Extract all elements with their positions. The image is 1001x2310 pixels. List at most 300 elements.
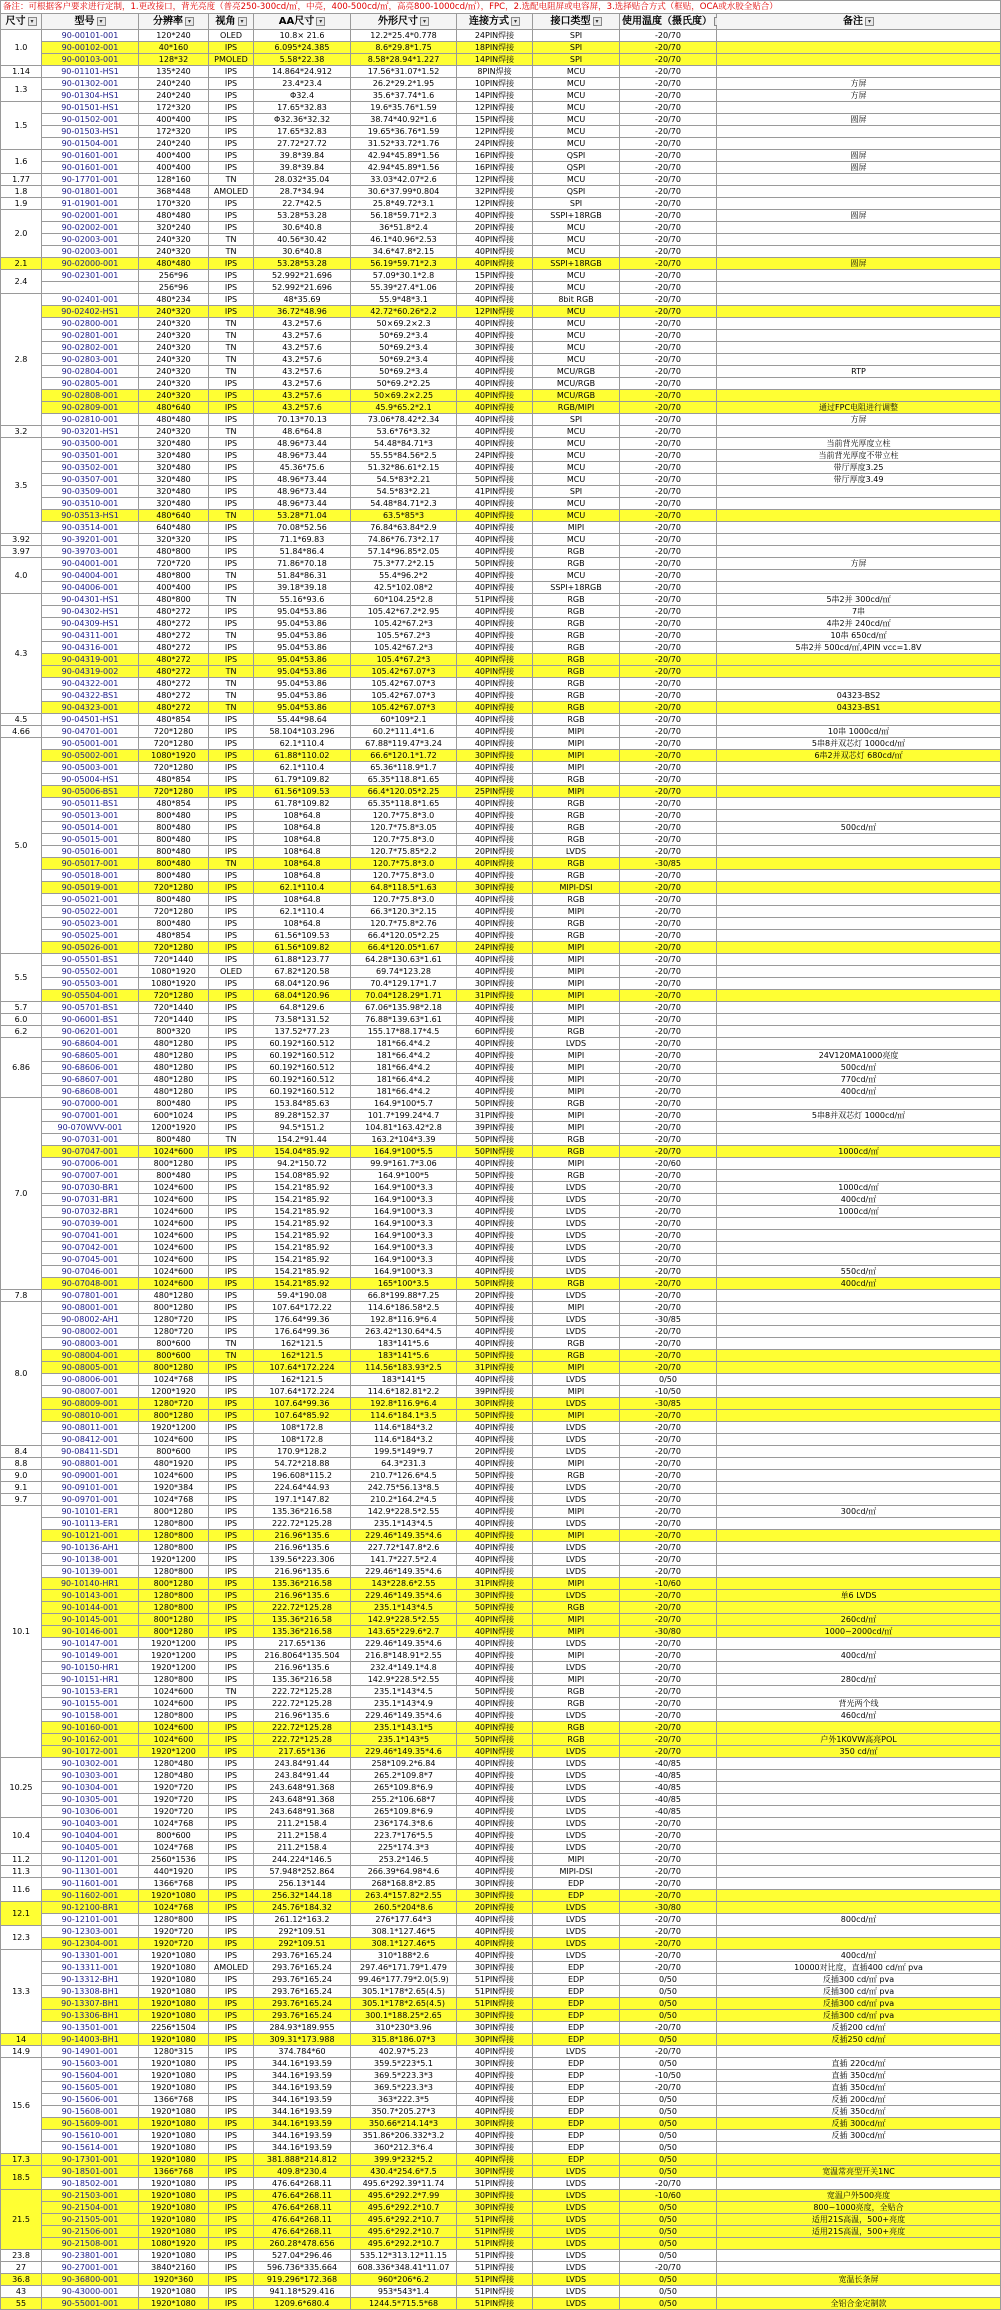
cell-temperature: -20/70 bbox=[620, 258, 717, 270]
cell-connection: 40PIN焊接 bbox=[457, 1710, 533, 1722]
table-row[interactable] bbox=[1, 1650, 1001, 1662]
table-row[interactable] bbox=[1, 2022, 1001, 2034]
filter-dropdown-icon[interactable]: ▾ bbox=[511, 17, 520, 26]
cell-resolution: 1920*1080 bbox=[139, 2118, 209, 2130]
cell-temperature: -20/70 bbox=[620, 654, 717, 666]
table-row[interactable] bbox=[1, 882, 1001, 894]
cell-interface: MCU bbox=[533, 270, 620, 282]
cell-active-area: 95.04*53.86 bbox=[254, 690, 351, 702]
table-row[interactable] bbox=[1, 738, 1001, 750]
cell-viewing-angle: IPS bbox=[209, 1434, 254, 1446]
table-row[interactable] bbox=[1, 1434, 1001, 1446]
cell-resolution: 800*1280 bbox=[139, 1578, 209, 1590]
cell-remarks bbox=[717, 546, 1001, 558]
cell-outline-size: 54.5*83*2.21 bbox=[351, 474, 457, 486]
table-row[interactable] bbox=[1, 1374, 1001, 1386]
cell-active-area: 60.192*160.512 bbox=[254, 1038, 351, 1050]
table-row[interactable] bbox=[1, 1614, 1001, 1626]
table-row[interactable] bbox=[1, 1506, 1001, 1518]
filter-dropdown-icon[interactable]: ▾ bbox=[97, 17, 106, 26]
cell-interface: LVDS bbox=[533, 2238, 620, 2250]
cell-connection: 50PIN焊接 bbox=[457, 474, 533, 486]
table-row[interactable] bbox=[1, 810, 1001, 822]
cell-connection: 20PIN焊接 bbox=[457, 1446, 533, 1458]
table-row[interactable] bbox=[1, 234, 1001, 246]
table-row[interactable] bbox=[1, 1578, 1001, 1590]
table-row[interactable] bbox=[1, 1758, 1001, 1770]
table-row[interactable] bbox=[1, 582, 1001, 594]
table-row[interactable] bbox=[1, 462, 1001, 474]
table-row[interactable] bbox=[1, 2046, 1001, 2058]
table-row[interactable] bbox=[1, 1146, 1001, 1158]
table-row[interactable] bbox=[1, 1362, 1001, 1374]
table-row[interactable] bbox=[1, 966, 1001, 978]
table-row[interactable] bbox=[1, 918, 1001, 930]
cell-active-area: 108*64.8 bbox=[254, 918, 351, 930]
cell-remarks bbox=[717, 1638, 1001, 1650]
table-row[interactable] bbox=[1, 438, 1001, 450]
table-row[interactable] bbox=[1, 282, 1001, 294]
table-row[interactable] bbox=[1, 150, 1001, 162]
table-row[interactable] bbox=[1, 1986, 1001, 1998]
table-row[interactable] bbox=[1, 114, 1001, 126]
cell-resolution: 720*1280 bbox=[139, 906, 209, 918]
cell-active-area: 476.64*268.11 bbox=[254, 2226, 351, 2238]
cell-viewing-angle: IPS bbox=[209, 42, 254, 54]
table-row[interactable] bbox=[1, 1482, 1001, 1494]
table-row[interactable] bbox=[1, 486, 1001, 498]
cell-active-area: 154.08*85.92 bbox=[254, 1170, 351, 1182]
table-row[interactable] bbox=[1, 510, 1001, 522]
table-row[interactable] bbox=[1, 2106, 1001, 2118]
table-row[interactable] bbox=[1, 1122, 1001, 1134]
table-row[interactable] bbox=[1, 1878, 1001, 1890]
cell-interface: LVDS bbox=[533, 1326, 620, 1338]
filter-dropdown-icon[interactable]: ▾ bbox=[28, 17, 37, 26]
table-row[interactable] bbox=[1, 78, 1001, 90]
cell-outline-size: 66.3*120.3*2.15 bbox=[351, 906, 457, 918]
cell-model: 90-13308-BH1 bbox=[42, 1986, 139, 1998]
table-row[interactable] bbox=[1, 1818, 1001, 1830]
table-row[interactable] bbox=[1, 798, 1001, 810]
table-row[interactable] bbox=[1, 54, 1001, 66]
cell-resolution: 800*320 bbox=[139, 1026, 209, 1038]
table-row[interactable] bbox=[1, 1314, 1001, 1326]
table-row[interactable] bbox=[1, 2082, 1001, 2094]
table-row[interactable] bbox=[1, 1326, 1001, 1338]
table-row[interactable] bbox=[1, 2142, 1001, 2154]
table-row[interactable] bbox=[1, 1242, 1001, 1254]
table-row[interactable] bbox=[1, 1446, 1001, 1458]
cell-outline-size: 192.8*116.9*6.4 bbox=[351, 1398, 457, 1410]
cell-active-area: 55.16*93.6 bbox=[254, 594, 351, 606]
table-row[interactable] bbox=[1, 138, 1001, 150]
cell-resolution: 1920*720 bbox=[139, 1926, 209, 1938]
table-row[interactable] bbox=[1, 1062, 1001, 1074]
table-row[interactable] bbox=[1, 714, 1001, 726]
table-row[interactable] bbox=[1, 774, 1001, 786]
table-row[interactable] bbox=[1, 366, 1001, 378]
table-row[interactable] bbox=[1, 930, 1001, 942]
table-row[interactable] bbox=[1, 1410, 1001, 1422]
cell-viewing-angle: IPS bbox=[209, 1182, 254, 1194]
table-row[interactable] bbox=[1, 1158, 1001, 1170]
cell-active-area: 107.64*172.22 bbox=[254, 1302, 351, 1314]
table-row[interactable] bbox=[1, 870, 1001, 882]
table-row[interactable] bbox=[1, 1002, 1001, 1014]
table-row[interactable] bbox=[1, 414, 1001, 426]
cell-viewing-angle: IPS bbox=[209, 1062, 254, 1074]
table-row[interactable] bbox=[1, 1806, 1001, 1818]
cell-temperature: 0/50 bbox=[620, 2106, 717, 2118]
table-row[interactable] bbox=[1, 1998, 1001, 2010]
table-row[interactable] bbox=[1, 1698, 1001, 1710]
table-row[interactable] bbox=[1, 534, 1001, 546]
table-row[interactable] bbox=[1, 1722, 1001, 1734]
table-row[interactable] bbox=[1, 342, 1001, 354]
table-row[interactable] bbox=[1, 990, 1001, 1002]
table-row[interactable] bbox=[1, 2238, 1001, 2250]
table-row[interactable] bbox=[1, 1302, 1001, 1314]
cell-outline-size: 183*141*5.6 bbox=[351, 1338, 457, 1350]
filter-dropdown-icon[interactable]: ▾ bbox=[185, 17, 194, 26]
table-row[interactable] bbox=[1, 1530, 1001, 1542]
table-row[interactable] bbox=[1, 2286, 1001, 2298]
table-row[interactable] bbox=[1, 654, 1001, 666]
cell-model: 90-01302-001 bbox=[42, 78, 139, 90]
cell-interface: EDP bbox=[533, 2082, 620, 2094]
cell-outline-size: 359.5*223*5.1 bbox=[351, 2058, 457, 2070]
cell-resolution: 1024*600 bbox=[139, 1218, 209, 1230]
table-row[interactable] bbox=[1, 1386, 1001, 1398]
cell-temperature: -20/70 bbox=[620, 2262, 717, 2274]
table-row[interactable] bbox=[1, 1974, 1001, 1986]
cell-interface: RGB bbox=[533, 1350, 620, 1362]
cell-viewing-angle: TN bbox=[209, 318, 254, 330]
table-row[interactable] bbox=[1, 222, 1001, 234]
table-row[interactable] bbox=[1, 1230, 1001, 1242]
cell-active-area: 154.21*85.92 bbox=[254, 1266, 351, 1278]
cell-interface: LVDS bbox=[533, 1494, 620, 1506]
table-row[interactable] bbox=[1, 1218, 1001, 1230]
table-row[interactable] bbox=[1, 258, 1001, 270]
table-row[interactable] bbox=[1, 1902, 1001, 1914]
cell-model: 90-02301-001 bbox=[42, 270, 139, 282]
table-row[interactable] bbox=[1, 1542, 1001, 1554]
cell-connection: 30PIN焊接 bbox=[457, 1398, 533, 1410]
table-row[interactable] bbox=[1, 1050, 1001, 1062]
table-row[interactable] bbox=[1, 1638, 1001, 1650]
table-row[interactable] bbox=[1, 594, 1001, 606]
table-row[interactable] bbox=[1, 2094, 1001, 2106]
table-row[interactable] bbox=[1, 306, 1001, 318]
table-row[interactable] bbox=[1, 666, 1001, 678]
table-row[interactable] bbox=[1, 2130, 1001, 2142]
table-row[interactable] bbox=[1, 2070, 1001, 2082]
table-row[interactable] bbox=[1, 450, 1001, 462]
table-row[interactable] bbox=[1, 1602, 1001, 1614]
table-row[interactable] bbox=[1, 90, 1001, 102]
table-row[interactable] bbox=[1, 1350, 1001, 1362]
table-row[interactable] bbox=[1, 978, 1001, 990]
cell-active-area: 197.1*147.82 bbox=[254, 1494, 351, 1506]
cell-outline-size: 17.56*31.07*1.52 bbox=[351, 66, 457, 78]
table-row[interactable] bbox=[1, 30, 1001, 42]
table-row[interactable] bbox=[1, 1566, 1001, 1578]
filter-dropdown-icon[interactable]: ▾ bbox=[238, 17, 247, 26]
table-row[interactable] bbox=[1, 1734, 1001, 1746]
table-row[interactable] bbox=[1, 126, 1001, 138]
table-row[interactable] bbox=[1, 2226, 1001, 2238]
table-row[interactable] bbox=[1, 2202, 1001, 2214]
table-row[interactable] bbox=[1, 378, 1001, 390]
table-row[interactable] bbox=[1, 318, 1001, 330]
cell-remarks bbox=[717, 282, 1001, 294]
table-row[interactable] bbox=[1, 522, 1001, 534]
table-row[interactable] bbox=[1, 294, 1001, 306]
table-row[interactable] bbox=[1, 750, 1001, 762]
table-row[interactable] bbox=[1, 846, 1001, 858]
table-row[interactable] bbox=[1, 1182, 1001, 1194]
table-row[interactable] bbox=[1, 1794, 1001, 1806]
cell-outline-size: 64.28*130.63*1.61 bbox=[351, 954, 457, 966]
table-row[interactable] bbox=[1, 1398, 1001, 1410]
cell-resolution: 480*272 bbox=[139, 606, 209, 618]
cell-model: 90-15614-001 bbox=[42, 2142, 139, 2154]
filter-dropdown-icon[interactable]: ▾ bbox=[420, 17, 429, 26]
table-row[interactable] bbox=[1, 1278, 1001, 1290]
table-row[interactable] bbox=[1, 1746, 1001, 1758]
table-row[interactable] bbox=[1, 474, 1001, 486]
cell-temperature: -20/70 bbox=[620, 1818, 717, 1830]
table-row[interactable] bbox=[1, 570, 1001, 582]
table-row[interactable] bbox=[1, 834, 1001, 846]
table-row[interactable] bbox=[1, 786, 1001, 798]
cell-viewing-angle: IPS bbox=[209, 1290, 254, 1302]
cell-outline-size: 143.65*229.6*2.7 bbox=[351, 1626, 457, 1638]
cell-viewing-angle: PMOLED bbox=[209, 54, 254, 66]
table-row[interactable] bbox=[1, 1962, 1001, 1974]
table-row[interactable] bbox=[1, 1890, 1001, 1902]
table-row[interactable] bbox=[1, 942, 1001, 954]
table-row[interactable] bbox=[1, 894, 1001, 906]
table-row[interactable] bbox=[1, 1290, 1001, 1302]
table-row[interactable] bbox=[1, 690, 1001, 702]
size-cell: 2.0 bbox=[1, 210, 42, 258]
cell-model: 90-10146-001 bbox=[42, 1626, 139, 1638]
table-row[interactable] bbox=[1, 1086, 1001, 1098]
cell-connection: 40PIN焊接 bbox=[457, 870, 533, 882]
cell-remarks bbox=[717, 2238, 1001, 2250]
table-row[interactable] bbox=[1, 1074, 1001, 1086]
table-row[interactable] bbox=[1, 198, 1001, 210]
cell-active-area: 344.16*193.59 bbox=[254, 2130, 351, 2142]
table-row[interactable] bbox=[1, 66, 1001, 78]
cell-viewing-angle: IPS bbox=[209, 558, 254, 570]
table-row[interactable] bbox=[1, 726, 1001, 738]
table-row[interactable] bbox=[1, 1110, 1001, 1122]
cell-temperature: -20/70 bbox=[620, 342, 717, 354]
table-row[interactable] bbox=[1, 2058, 1001, 2070]
table-row[interactable] bbox=[1, 858, 1001, 870]
table-row[interactable] bbox=[1, 618, 1001, 630]
table-row[interactable] bbox=[1, 1170, 1001, 1182]
table-row[interactable] bbox=[1, 2178, 1001, 2190]
cell-remarks bbox=[717, 498, 1001, 510]
table-row[interactable] bbox=[1, 1782, 1001, 1794]
cell-active-area: 222.72*125.28 bbox=[254, 1698, 351, 1710]
table-row[interactable] bbox=[1, 822, 1001, 834]
cell-connection: 40PIN焊接 bbox=[457, 1650, 533, 1662]
cell-model: 90-05502-001 bbox=[42, 966, 139, 978]
table-row[interactable] bbox=[1, 1950, 1001, 1962]
table-row[interactable] bbox=[1, 102, 1001, 114]
table-row[interactable] bbox=[1, 1422, 1001, 1434]
table-row[interactable] bbox=[1, 42, 1001, 54]
table-row[interactable] bbox=[1, 1098, 1001, 1110]
table-row[interactable] bbox=[1, 1014, 1001, 1026]
cell-viewing-angle: IPS bbox=[209, 882, 254, 894]
table-row[interactable] bbox=[1, 762, 1001, 774]
table-row[interactable] bbox=[1, 1518, 1001, 1530]
table-row[interactable] bbox=[1, 906, 1001, 918]
table-row[interactable] bbox=[1, 954, 1001, 966]
cell-model: 90-03513-HS1 bbox=[42, 510, 139, 522]
cell-connection: 18PIN焊接 bbox=[457, 42, 533, 54]
cell-remarks: 方屏 bbox=[717, 414, 1001, 426]
cell-connection: 40PIN焊接 bbox=[457, 354, 533, 366]
table-row[interactable] bbox=[1, 2190, 1001, 2202]
cell-interface: MCU bbox=[533, 570, 620, 582]
table-row[interactable] bbox=[1, 1134, 1001, 1146]
table-row[interactable] bbox=[1, 2034, 1001, 2046]
cell-remarks: 适用21S高温，500+亮度 bbox=[717, 2214, 1001, 2226]
table-row[interactable] bbox=[1, 2166, 1001, 2178]
cell-outline-size: 181*66.4*4.2 bbox=[351, 1074, 457, 1086]
table-row[interactable] bbox=[1, 2298, 1001, 2310]
cell-viewing-angle: TN bbox=[209, 702, 254, 714]
table-row[interactable] bbox=[1, 390, 1001, 402]
table-row[interactable] bbox=[1, 1842, 1001, 1854]
cell-remarks bbox=[717, 1770, 1001, 1782]
table-row[interactable] bbox=[1, 2010, 1001, 2022]
cell-model: 90-08412-001 bbox=[42, 1434, 139, 1446]
table-row[interactable] bbox=[1, 1206, 1001, 1218]
table-row[interactable] bbox=[1, 1686, 1001, 1698]
cell-outline-size: 60*109*2.1 bbox=[351, 714, 457, 726]
table-row[interactable] bbox=[1, 1458, 1001, 1470]
table-row[interactable] bbox=[1, 1926, 1001, 1938]
table-row[interactable] bbox=[1, 546, 1001, 558]
table-row[interactable] bbox=[1, 1494, 1001, 1506]
table-row[interactable] bbox=[1, 498, 1001, 510]
cell-resolution: 1920*1080 bbox=[139, 2214, 209, 2226]
table-row[interactable] bbox=[1, 402, 1001, 414]
cell-remarks bbox=[717, 834, 1001, 846]
table-row[interactable] bbox=[1, 1626, 1001, 1638]
table-row[interactable] bbox=[1, 1038, 1001, 1050]
filter-dropdown-icon[interactable]: ▾ bbox=[316, 17, 325, 26]
table-row[interactable] bbox=[1, 186, 1001, 198]
table-row[interactable] bbox=[1, 1830, 1001, 1842]
table-row[interactable] bbox=[1, 678, 1001, 690]
table-row[interactable] bbox=[1, 1338, 1001, 1350]
cell-connection: 40PIN焊接 bbox=[457, 1926, 533, 1938]
table-row[interactable] bbox=[1, 354, 1001, 366]
cell-resolution: 1024*600 bbox=[139, 1266, 209, 1278]
cell-active-area: 53.28*53.28 bbox=[254, 258, 351, 270]
table-row[interactable] bbox=[1, 1590, 1001, 1602]
table-row[interactable] bbox=[1, 2250, 1001, 2262]
cell-active-area: 107.64*99.36 bbox=[254, 1398, 351, 1410]
cell-model: 90-13306-BH1 bbox=[42, 2010, 139, 2022]
table-row[interactable] bbox=[1, 426, 1001, 438]
cell-resolution: 1024*600 bbox=[139, 1734, 209, 1746]
table-row[interactable] bbox=[1, 330, 1001, 342]
table-row[interactable] bbox=[1, 606, 1001, 618]
table-row[interactable] bbox=[1, 1914, 1001, 1926]
cell-resolution: 1920*1080 bbox=[139, 2142, 209, 2154]
table-row[interactable] bbox=[1, 270, 1001, 282]
cell-resolution: 120*240 bbox=[139, 30, 209, 42]
cell-outline-size: 430.4*254.6*7.5 bbox=[351, 2166, 457, 2178]
cell-outline-size: 223.7*176*5.5 bbox=[351, 1830, 457, 1842]
cell-viewing-angle: IPS bbox=[209, 1626, 254, 1638]
table-row[interactable] bbox=[1, 1674, 1001, 1686]
cell-model: 90-01503-HS1 bbox=[42, 126, 139, 138]
cell-resolution: 480*640 bbox=[139, 510, 209, 522]
table-row[interactable] bbox=[1, 2262, 1001, 2274]
table-row[interactable] bbox=[1, 1770, 1001, 1782]
table-row[interactable] bbox=[1, 642, 1001, 654]
cell-interface: MCU bbox=[533, 126, 620, 138]
filter-dropdown-icon[interactable]: ▾ bbox=[865, 17, 874, 26]
cell-active-area: 196.608*115.2 bbox=[254, 1470, 351, 1482]
filter-dropdown-icon[interactable]: ▾ bbox=[593, 17, 602, 26]
table-row[interactable] bbox=[1, 558, 1001, 570]
table-row[interactable] bbox=[1, 2154, 1001, 2166]
table-row[interactable] bbox=[1, 2118, 1001, 2130]
table-row[interactable] bbox=[1, 1266, 1001, 1278]
table-row[interactable] bbox=[1, 630, 1001, 642]
table-row[interactable] bbox=[1, 246, 1001, 258]
cell-interface: EDP bbox=[533, 2094, 620, 2106]
table-row[interactable] bbox=[1, 1470, 1001, 1482]
table-row[interactable] bbox=[1, 1866, 1001, 1878]
table-row[interactable] bbox=[1, 702, 1001, 714]
table-row[interactable] bbox=[1, 1026, 1001, 1038]
cell-interface: MIPI bbox=[533, 942, 620, 954]
table-row[interactable] bbox=[1, 2214, 1001, 2226]
table-row[interactable] bbox=[1, 1554, 1001, 1566]
table-row[interactable] bbox=[1, 1710, 1001, 1722]
cell-viewing-angle: IPS bbox=[209, 918, 254, 930]
table-row[interactable] bbox=[1, 162, 1001, 174]
cell-connection: 50PIN焊接 bbox=[457, 1602, 533, 1614]
table-row[interactable] bbox=[1, 1254, 1001, 1266]
size-cell: 5.7 bbox=[1, 1002, 42, 1014]
table-row[interactable] bbox=[1, 1662, 1001, 1674]
table-row[interactable] bbox=[1, 2274, 1001, 2286]
table-row[interactable] bbox=[1, 210, 1001, 222]
table-row[interactable] bbox=[1, 174, 1001, 186]
table-row[interactable] bbox=[1, 1194, 1001, 1206]
cell-active-area: 139.56*223.306 bbox=[254, 1554, 351, 1566]
cell-connection: 15PIN焊接 bbox=[457, 270, 533, 282]
table-row[interactable] bbox=[1, 1854, 1001, 1866]
cell-outline-size: 232.4*149.1*4.8 bbox=[351, 1662, 457, 1674]
table-row[interactable] bbox=[1, 1938, 1001, 1950]
